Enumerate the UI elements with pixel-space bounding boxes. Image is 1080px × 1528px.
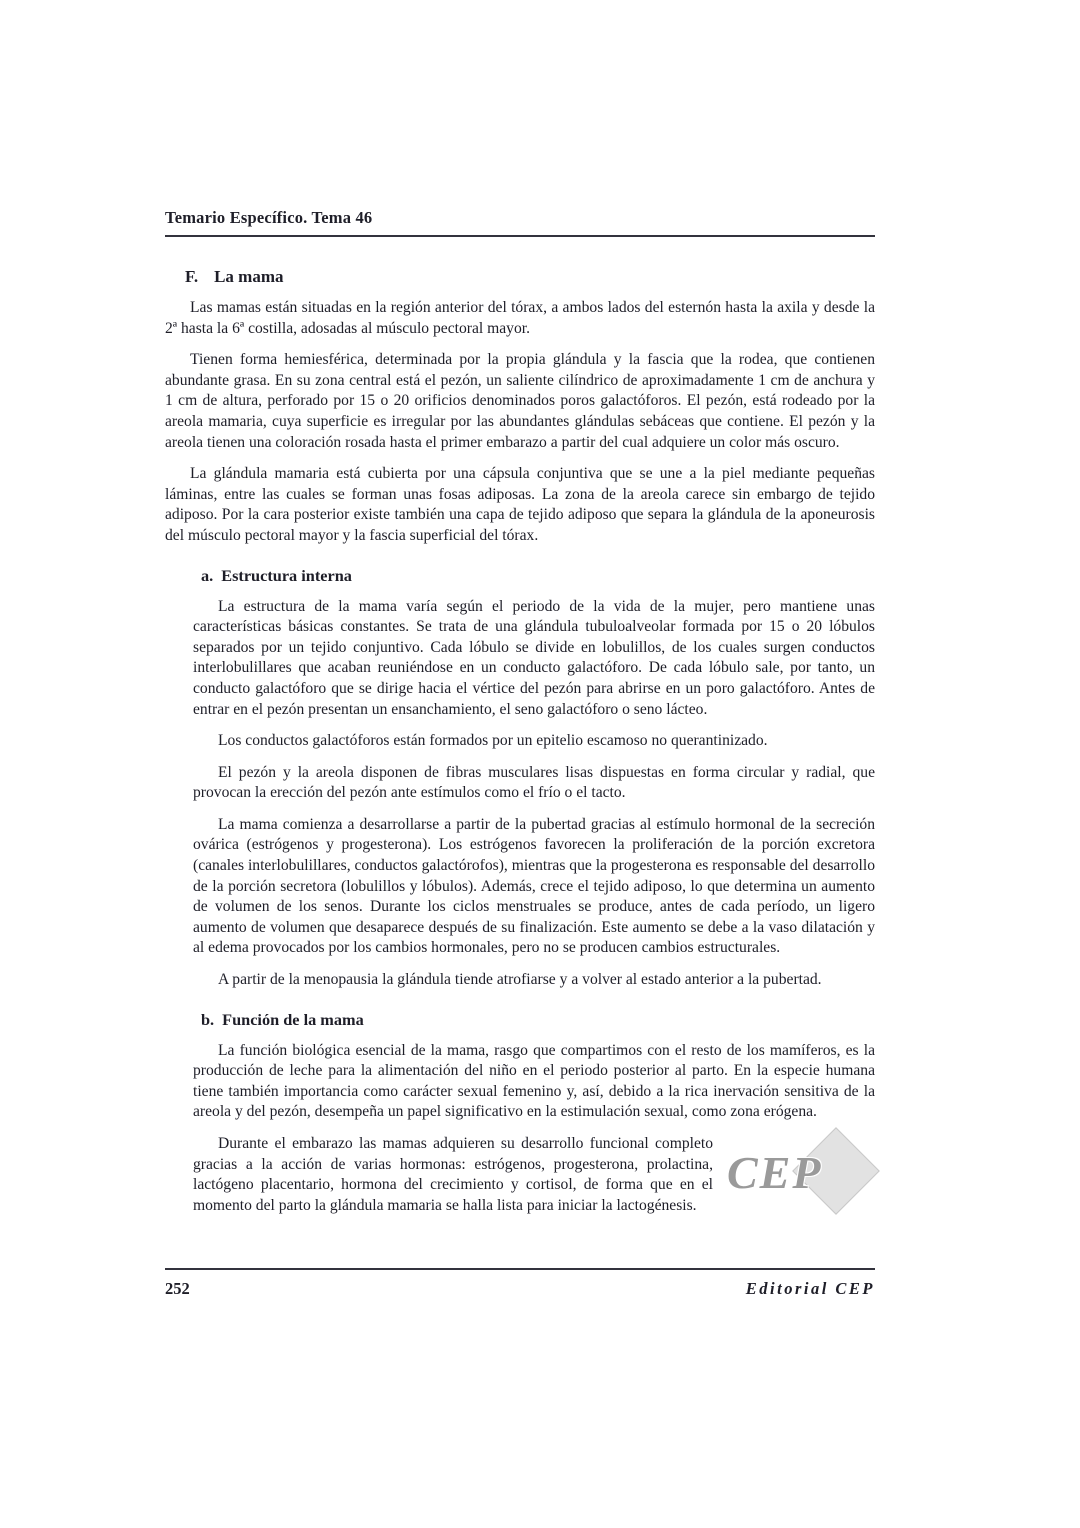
footer-page-number: 252 — [165, 1279, 190, 1298]
subsection-b — [193, 1010, 875, 1217]
subsection-a — [193, 566, 875, 991]
subsection-a-label: a. — [201, 565, 214, 585]
paragraph-a-2: Los conductos galactóforos están formados por un epitelio escamoso no querantinizado. — [218, 732, 768, 750]
subsection-a-title: Estructura interna — [221, 565, 352, 585]
paragraph-f-1: Las mamas están situadas en la región anterior del tórax, a ambos lados del esternón hasta la axila y desde la 2ª hasta la 6ª costilla, adosadas al músculo pectoral mayor. — [165, 299, 875, 337]
paragraph-b-2-block — [193, 1134, 875, 1216]
section-f-heading — [185, 267, 875, 287]
paragraph-a-3: El pezón y la areola disponen de fibras musculares lisas dispuestas en forma circular y radial, que provocan la erección del pezón ante estímulos como el frío o el tacto. — [193, 763, 875, 802]
section-f-title: La mama — [214, 267, 284, 286]
page-header — [165, 208, 875, 237]
cep-publisher-logo — [727, 1136, 875, 1232]
footer-publisher: Editorial CEP — [745, 1279, 875, 1298]
paragraph-a-1: La estructura de la mama varía según el periodo de la vida de la mujer, pero mantiene unas características básicas constantes. Se trata de una glándula tubuloalveolar formada por 15 o 20 lóbulos separados por un tejido conjuntivo. Cada lóbulo se divide en lobulillos, de los cuales surgen conductos interlobulillares que acaban reuniéndose en un conducto galactóforo. De cada lóbulo sale, por tanto, un conducto galactóforo que se dirige hacia el vértice del pezón para abrirse en un poro galactóforo. Antes de entrar en el pezón presentan un ensanchamiento, el seno galactóforo o seno lácteo. — [193, 597, 875, 718]
subsection-b-label: b. — [201, 1009, 215, 1029]
cep-logo-text: CEP — [727, 1147, 823, 1198]
header-title: Temario Específico. Tema 46 — [165, 208, 373, 227]
paragraph-f-3: La glándula mamaria está cubierta por una cápsula conjuntiva que se une a la piel mediante pequeñas láminas, entre las cuales se forman unas fosas adiposas. La zona de la areola carece sin embargo de tejido adiposo. Por la cara posterior existe también una capa de tejido adiposo que separa la glándula de la aponeurosis del músculo pectoral mayor y la fascia superficial del tórax. — [165, 465, 875, 544]
paragraph-b-1: La función biológica esencial de la mama, rasgo que compartimos con el resto de los mamíferos, es la producción de leche para la alimentación del niño en el periodo posterior al parto. En la especie humana tiene también importancia como carácter sexual femenino y, así, debido a la rica inervación sensitiva de la areola y del pezón, desempeña un papel significativo en la estimulación sexual, como zona erógena. — [193, 1041, 875, 1121]
subsection-b-heading — [201, 1010, 875, 1030]
section-f-label: F. — [185, 267, 199, 286]
page-body — [165, 267, 875, 1216]
subsection-a-heading — [201, 566, 875, 586]
page-footer — [165, 1268, 875, 1299]
paragraph-a-5: A partir de la menopausia la glándula tiende atrofiarse y a volver al estado anterior a la pubertad. — [218, 971, 822, 989]
paragraph-b-2: Durante el embarazo las mamas adquieren su desarrollo funcional completo gracias a la acción de varias hormonas: estrógenos, progesterona, prolactina, lactógeno placentario, hormona del crecimiento y cortisol, de forma que en el momento del parto la glándula mamaria se halla lista para iniciar la lactogénesis. — [193, 1135, 713, 1214]
paragraph-f-2: Tienen forma hemiesférica, determinada por la propia glándula y la fascia que la rodea, que contienen abundante grasa. En su zona central está el pezón, un saliente cilíndrico de aproximadamente 1 cm de anchura y 1 cm de altura, perforado por 15 o 20 orificios denominados poros galactóforos. El pezón, está rodeado por la areola mamaria, cuya superficie es irregular por las abundantes glándulas sebáceas que contiene. El pezón y la areola tienen una coloración rosada hasta el primer embarazo a partir del cual adquiere un color más oscuro. — [165, 351, 875, 451]
subsection-b-title: Función de la mama — [222, 1009, 364, 1029]
paragraph-a-4: La mama comienza a desarrollarse a partir de la pubertad gracias al estímulo hormonal de la secreción ovárica (estrógenos y progesterona). Los estrógenos favorecen la proliferación de la porción excretora (canales interlobulillares, conductos galactórofos), mientras que la progesterona es responsable del desarrollo de la porción secretora (lobulillos y lóbulos). Además, crece el tejido adiposo, lo que determina un aumento de volumen de los senos. Durante los ciclos menstruales se produce, antes de cada período, un ligero aumento de volumen que desaparece después de su finalización. Este aumento se debe a la vaso dilatación y al edema provocados por los cambios hormonales, pero no se producen cambios estructurales. — [193, 815, 875, 957]
